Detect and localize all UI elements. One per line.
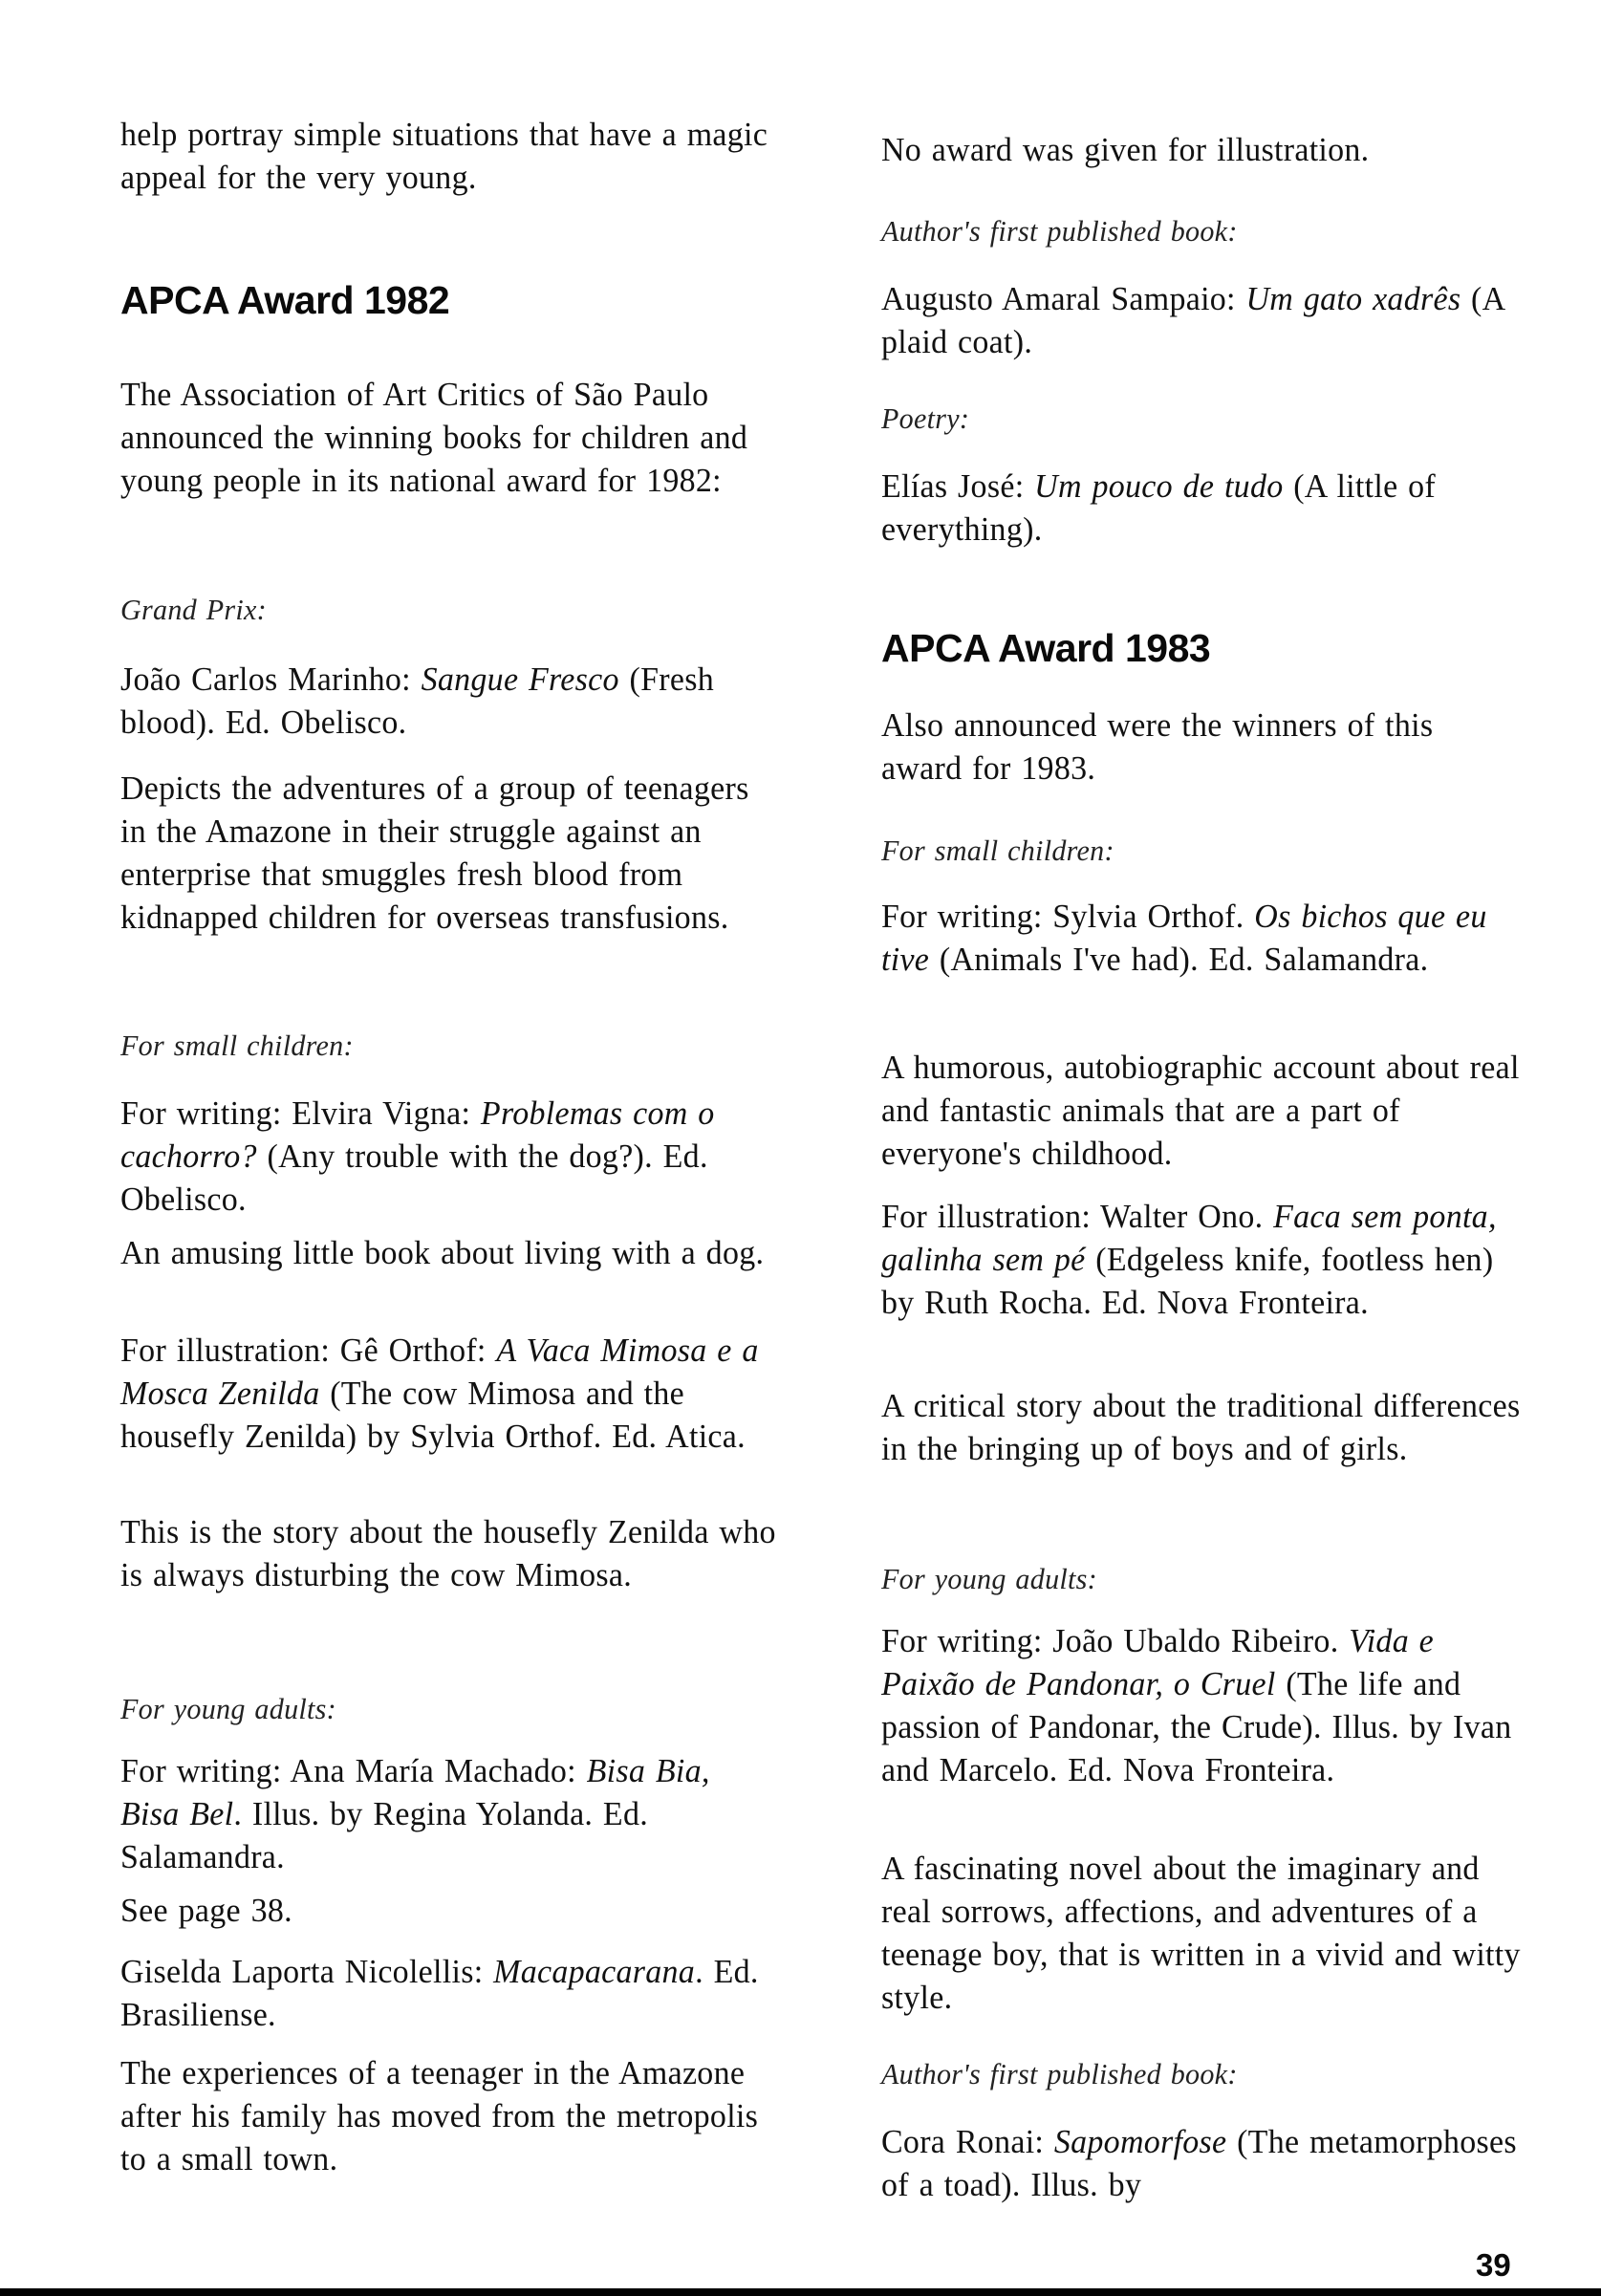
description-small-children-illustration-1982: This is the story about the housefly Zenilda who is always disturbing the cow Mimosa. <box>120 1513 776 1593</box>
entry-small-children-illustration-1982: For illustration: Gê Orthof: A Vaca Mimosa e a Mosca Zenilda (The cow Mimosa and the housefly Zenilda) by Sylvia Orthof. Ed. Atica. <box>120 1332 759 1455</box>
book-title: A Vaca Mimosa e a Mosca Zenilda <box>120 1332 759 1412</box>
heading-apca-1982: APCA Award 1982 <box>120 278 450 322</box>
entry-small-children-writing-1982: For writing: Elvira Vigna: Problemas com o cachorro? (Any trouble with the dog?). Ed. Obelisco. <box>120 1094 715 1218</box>
book-title: Bisa Bel <box>120 1795 234 1832</box>
heading-apca-1983: APCA Award 1983 <box>881 626 1211 670</box>
see-page-reference: See page 38. <box>120 1892 292 1929</box>
entry-young-adults-writing-1983: For writing: João Ubaldo Ribeiro. Vida e Paixão de Pandonar, o Cruel (The life and passion of Pandonar, the Crude). Illus. by Ivan and Marcelo. Ed. Nova Fronteira. <box>881 1622 1512 1788</box>
entry-first-book-1983: Cora Ronai: Sapomorfose (The metamorphoses of a toad). Illus. by <box>881 2123 1517 2203</box>
book-title: Macapacarana <box>493 1953 696 1990</box>
book-title: Problemas com o cachorro? <box>120 1094 715 1175</box>
entry-first-book-1982: Augusto Amaral Sampaio: Um gato xadrês (A plaid coat). <box>881 280 1504 360</box>
intro-continuation: help portray simple situations that have a magic appeal for the very young. <box>120 116 768 196</box>
label-first-book-1982: Author's first published book: <box>881 214 1238 248</box>
label-young-adults-1983: For young adults: <box>881 1562 1097 1595</box>
page-number: 39 <box>1476 2247 1511 2283</box>
label-young-adults-1982: For young adults: <box>120 1692 336 1725</box>
description-grand-prix: Depicts the adventures of a group of teenagers in the Amazone in their struggle against an enterprise that smuggles fresh blood from kidnapped children for overseas transfusions. <box>120 769 749 936</box>
entry-small-children-illustration-1983: For illustration: Walter Ono. Faca sem ponta, galinha sem pé (Edgeless knife, footless hen) by Ruth Rocha. Ed. Nova Fronteira. <box>881 1198 1497 1321</box>
entry-young-adults-second-1982: Giselda Laporta Nicolellis: Macapacarana. Ed. Brasiliense. <box>120 1953 759 2033</box>
description-small-children-writing-1982: An amusing little book about living with a dog. <box>120 1234 765 1271</box>
book-title: Um gato xadrês <box>1245 280 1461 317</box>
label-grand-prix: Grand Prix: <box>120 593 267 626</box>
paragraph-1982-intro: The Association of Art Critics of São Paulo announced the winning books for children and young people in its national award for 1982: <box>120 376 748 499</box>
no-award-note: No award was given for illustration. <box>881 131 1370 168</box>
book-title: Bisa Bia <box>586 1752 702 1789</box>
book-title: Vida e Paixão de Pandonar, o Cruel <box>881 1622 1435 1702</box>
paragraph-1983-intro: Also announced were the winners of this award for 1983. <box>881 706 1434 787</box>
book-title: Os bichos que eu tive <box>881 898 1487 978</box>
bottom-rule <box>0 2288 1601 2296</box>
description-young-adults-writing-1983: A fascinating novel about the imaginary and real sorrows, affections, and adventures of a teenage boy, that is written in a vivid and witty style. <box>881 1850 1521 2016</box>
label-small-children-1983: For small children: <box>881 834 1114 867</box>
description-small-children-writing-1983: A humorous, autobiographic account about real and fantastic animals that are a part of everyone's childhood. <box>881 1049 1520 1172</box>
label-small-children-1982: For small children: <box>120 1029 354 1062</box>
book-title: Faca sem ponta, galinha sem pé <box>881 1198 1497 1278</box>
description-small-children-illustration-1983: A critical story about the traditional differences in the bringing up of boys and of girls. <box>881 1387 1521 1467</box>
book-title: Um pouco de tudo <box>1034 467 1284 505</box>
label-poetry: Poetry: <box>881 401 970 435</box>
entry-small-children-writing-1983: For writing: Sylvia Orthof. Os bichos que eu tive (Animals I've had). Ed. Salamandra. <box>881 898 1487 978</box>
book-title: Sapomorfose <box>1053 2123 1227 2160</box>
book-title: Sangue Fresco <box>421 661 619 698</box>
entry-young-adults-writing-1982: For writing: Ana María Machado: Bisa Bia, Bisa Bel. Illus. by Regina Yolanda. Ed. Salamandra. <box>120 1752 710 1875</box>
entry-poetry: Elías José: Um pouco de tudo (A little of everything). <box>881 467 1437 548</box>
entry-grand-prix: João Carlos Marinho: Sangue Fresco (Fresh blood). Ed. Obelisco. <box>120 661 714 741</box>
description-young-adults-second-1982: The experiences of a teenager in the Amazone after his family has moved from the metropolis to a small town. <box>120 2054 759 2177</box>
label-first-book-1983: Author's first published book: <box>881 2057 1238 2090</box>
